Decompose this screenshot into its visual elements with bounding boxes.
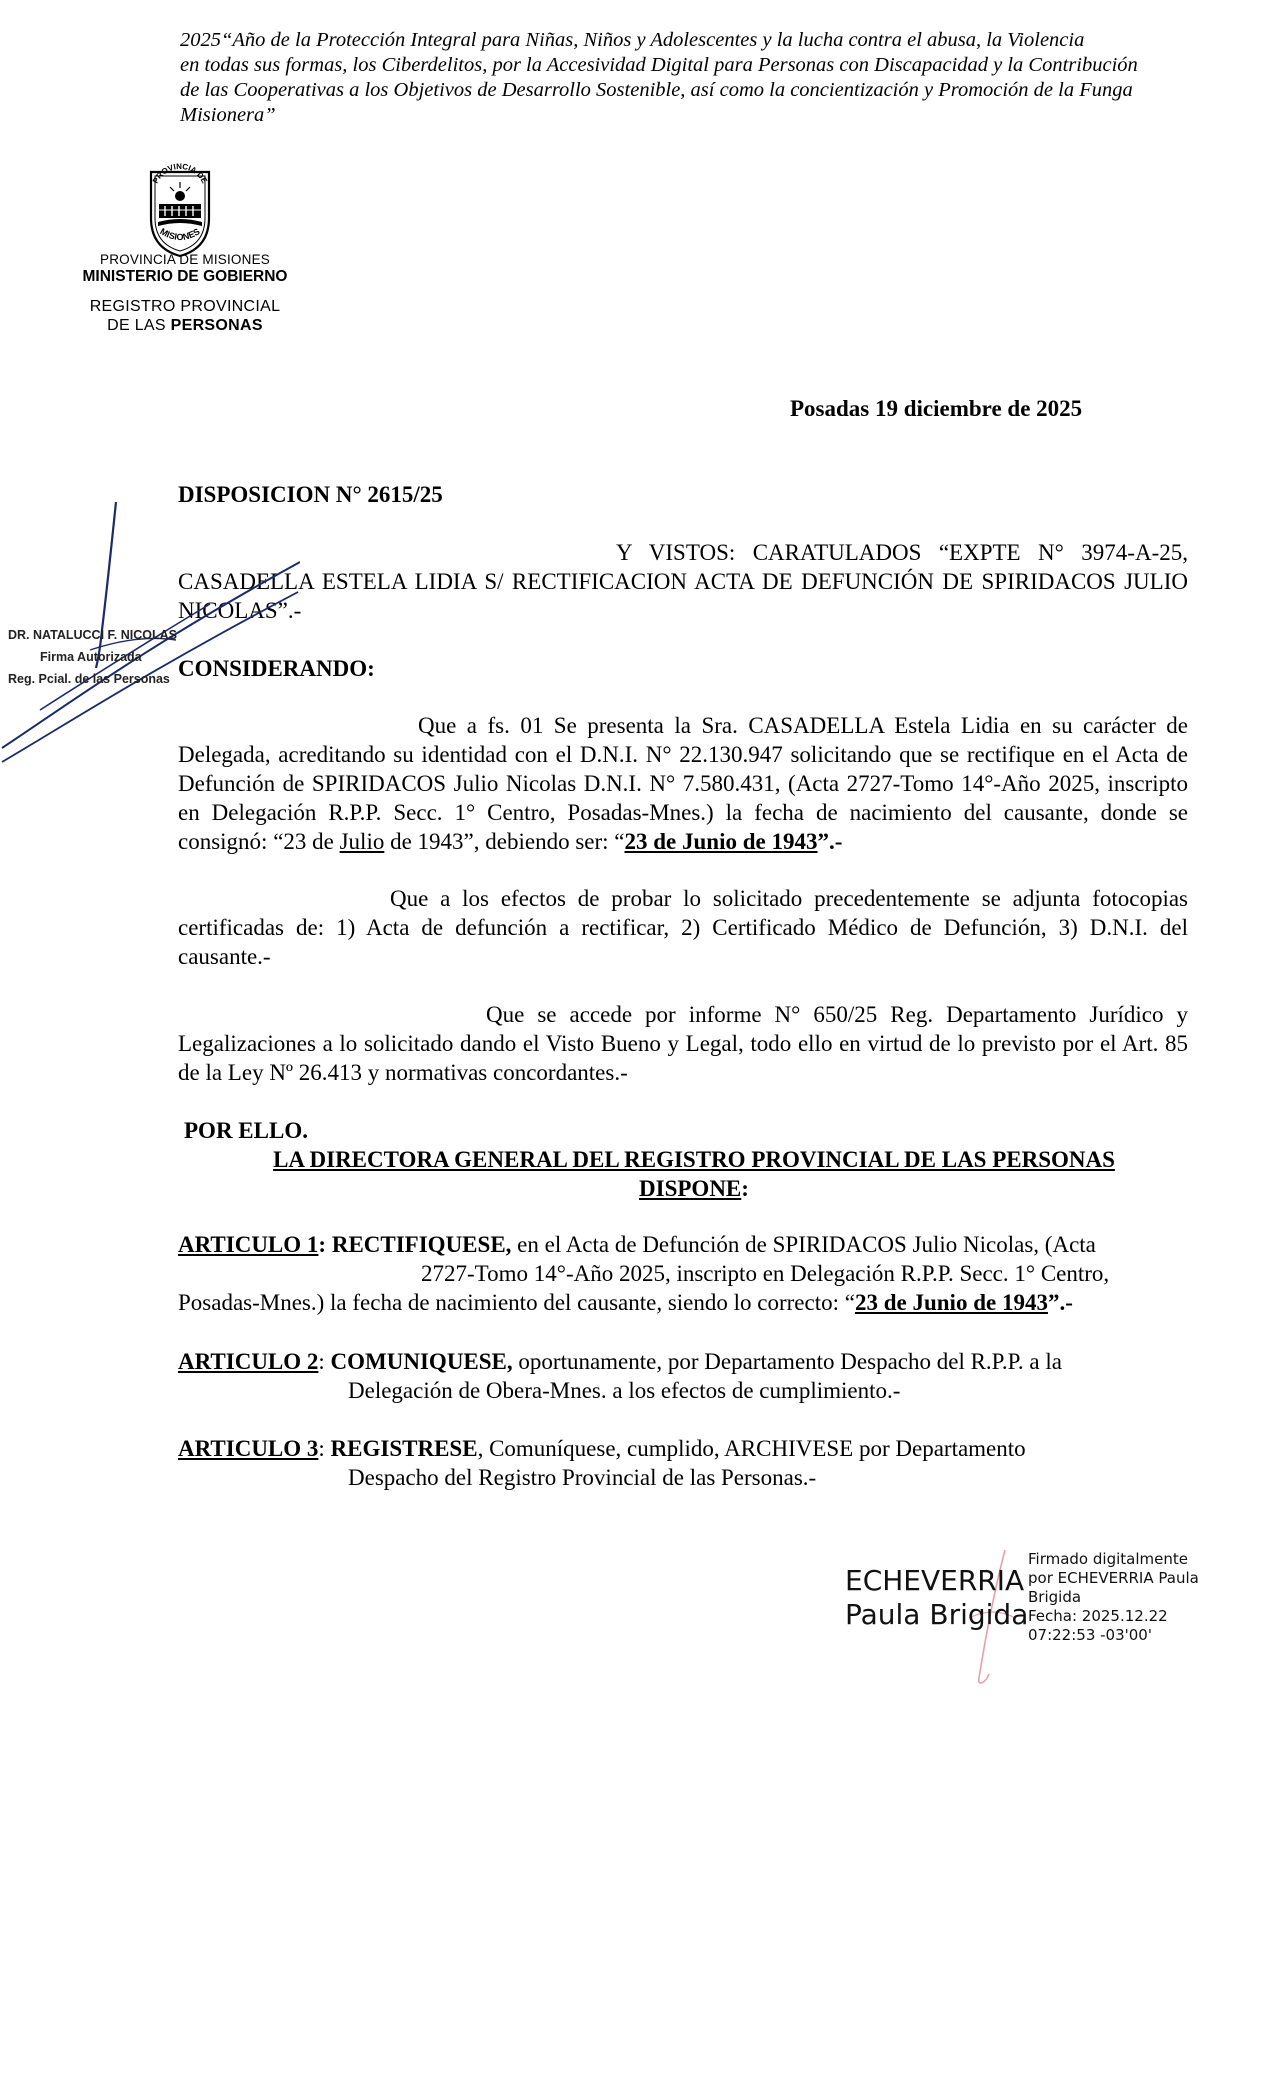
document-date: Posadas 19 diciembre de 2025 xyxy=(790,396,1083,421)
signature-meta-4: Fecha: 2025.12.22 xyxy=(1028,1607,1168,1625)
vistos-text xyxy=(178,538,1188,625)
p1-lead: Que a fs. 01 Se presenta la Sra. CASADELLA Estela Lidia en su carácter de xyxy=(418,713,1188,738)
vistos-lead: Y VISTOS: CARATULADOS “EXPTE N° 3974-A-25, xyxy=(616,540,1188,565)
p1-julio: Julio xyxy=(339,829,385,854)
considerando-heading: CONSIDERANDO: xyxy=(178,656,375,681)
por-ello: POR ELLO. xyxy=(184,1118,308,1143)
art1-line2: 2727-Tomo 14°-Año 2025, inscripto en Delegación R.P.P. Secc. 1° Centro, xyxy=(421,1261,1110,1286)
dispone-colon: : xyxy=(741,1176,749,1201)
disposition-title: DISPOSICION N° 2615/25 xyxy=(178,482,443,507)
p1-correct-date: 23 de Junio de 1943 xyxy=(624,829,818,854)
signature-meta-3: Brigida xyxy=(1028,1588,1082,1606)
signature-meta-1: Firmado digitalmente xyxy=(1028,1550,1188,1568)
signature-metadata xyxy=(1028,1550,1199,1645)
motto-line-1: 2025“Año de la Protección Integral para Niñas, Niños y Adolescentes y la lucha contra el abusa, la Violencia xyxy=(180,29,1085,51)
seal-bottom-text: MISIONES xyxy=(158,226,202,243)
art3-verb: REGISTRESE xyxy=(330,1436,478,1461)
org-province: PROVINCIA DE MISIONES xyxy=(100,252,270,267)
art3-line1: , Comuníquese, cumplido, ARCHIVESE por Departamento xyxy=(477,1436,1026,1461)
art2-label: ARTICULO 2 xyxy=(178,1349,319,1374)
art1-line3: Posadas-Mnes.) la fecha de nacimiento del causante, siendo lo correcto: “ xyxy=(178,1290,855,1315)
stamp-office: Reg. Pcial. de las Personas xyxy=(8,672,170,686)
p2-lead: Que a los efectos de probar lo solicitado precedentemente se adjunta fotocopias xyxy=(390,886,1188,911)
p1-end: ”.- xyxy=(817,829,843,854)
art3-colon: : xyxy=(318,1436,331,1461)
p1-text: Delegada, acreditando su identidad con el D.N.I. N° 22.130.947 solicitando que se rectifique en el Acta de Defunción de SPIRIDACOS Julio Nicolas D.N.I. N° 7.580.431, (Acta 2727-Tomo 14°-Año 2025, inscripto en Delegación R.P.P. Secc. 1° Centro, Posadas-Mnes.) la fecha de nacimiento del causante, donde se consignó: “23 de xyxy=(178,742,1188,854)
art2-line2: Delegación de Obera-Mnes. a los efectos de cumplimiento.- xyxy=(348,1378,901,1403)
svg-text:PROVINCIA DE xyxy=(151,162,210,186)
org-registry-prefix: DE LAS xyxy=(107,317,171,334)
signature-meta-5: 07:22:53 -03'00' xyxy=(1028,1626,1152,1644)
org-ministry: MINISTERIO DE GOBIERNO xyxy=(82,268,288,285)
articulo-2 xyxy=(178,1347,1188,1405)
articulo-3 xyxy=(178,1434,1188,1492)
art1-verb: RECTIFIQUESE, xyxy=(331,1232,512,1257)
province-seal-icon xyxy=(145,160,215,260)
dispone-word: DISPONE xyxy=(639,1176,742,1201)
org-registry-line2 xyxy=(60,317,310,335)
articulo-1 xyxy=(178,1230,1188,1317)
directora-heading xyxy=(178,1145,1188,1203)
signer-given-names: Paula Brigida xyxy=(845,1598,1029,1631)
art2-colon: : xyxy=(318,1349,331,1374)
considerando-paragraph-3 xyxy=(178,1000,1188,1087)
org-registry-bold: PERSONAS xyxy=(170,317,263,334)
organization-block xyxy=(60,252,310,335)
art1-line1: en el Acta de Defunción de SPIRIDACOS Julio Nicolas, (Acta xyxy=(511,1232,1096,1257)
stamp-name: DR. NATALUCCI F. NICOLAS xyxy=(8,628,177,642)
p3-text: Legalizaciones a lo solicitado dando el Visto Bueno y Legal, todo ello en virtud de lo previsto por el Art. 85 de la Ley Nº 26.413 y normativas concordantes.- xyxy=(178,1031,1188,1085)
art1-colon: : xyxy=(318,1232,332,1257)
considerando-paragraph-1 xyxy=(178,711,1188,856)
seal-top-text: PROVINCIA DE xyxy=(150,161,210,185)
signer-surname: ECHEVERRIA xyxy=(845,1564,1025,1597)
org-registry: REGISTRO PROVINCIAL xyxy=(89,298,281,315)
p1-mid: de 1943”, debiendo ser: “ xyxy=(384,829,625,854)
signature-meta-2: por ECHEVERRIA Paula xyxy=(1028,1569,1199,1587)
digital-signature xyxy=(845,1548,1245,1688)
art1-end: ”.- xyxy=(1047,1290,1073,1315)
motto-line-3: de las Cooperativas a los Objetivos de Desarrollo Sostenible, así como la concientización y Promoción de la Funga xyxy=(180,79,1133,101)
art1-label: ARTICULO 1 xyxy=(178,1232,319,1257)
p2-text: certificadas de: 1) Acta de defunción a rectificar, 2) Certificado Médico de Defunción, 3) D.N.I. del causante.- xyxy=(178,915,1188,969)
svg-text:MISIONES xyxy=(158,226,201,242)
p3-lead: Que se accede por informe N° 650/25 Reg. Departamento Jurídico y xyxy=(486,1002,1188,1027)
art3-label: ARTICULO 3 xyxy=(178,1436,319,1461)
header-motto xyxy=(180,28,1180,128)
signer-name xyxy=(845,1564,1028,1632)
art2-line1: oportunamente, por Departamento Despacho del R.P.P. a la xyxy=(512,1349,1062,1374)
vistos-paragraph xyxy=(178,538,1188,625)
authorized-stamp xyxy=(0,500,300,780)
art3-line2: Despacho del Registro Provincial de las Personas.- xyxy=(348,1465,817,1490)
art2-verb: COMUNIQUESE, xyxy=(330,1349,513,1374)
stamp-role: Firma Autorizada xyxy=(40,650,142,664)
vistos-rest: CASADELLA ESTELA LIDIA S/ RECTIFICACION ACTA DE DEFUNCIÓN DE SPIRIDACOS JULIO NICOLAS”.- xyxy=(178,569,1188,623)
motto-line-4: Misionera” xyxy=(180,104,276,126)
considerando-paragraph-2 xyxy=(178,884,1188,971)
directora-line: LA DIRECTORA GENERAL DEL REGISTRO PROVINCIAL DE LAS PERSONAS xyxy=(273,1147,1115,1172)
art1-correct-date: 23 de Junio de 1943 xyxy=(854,1290,1048,1315)
motto-line-2: en todas sus formas, los Ciberdelitos, por la Accesividad Digital para Personas con Discapacidad y la Contribución xyxy=(180,54,1138,76)
